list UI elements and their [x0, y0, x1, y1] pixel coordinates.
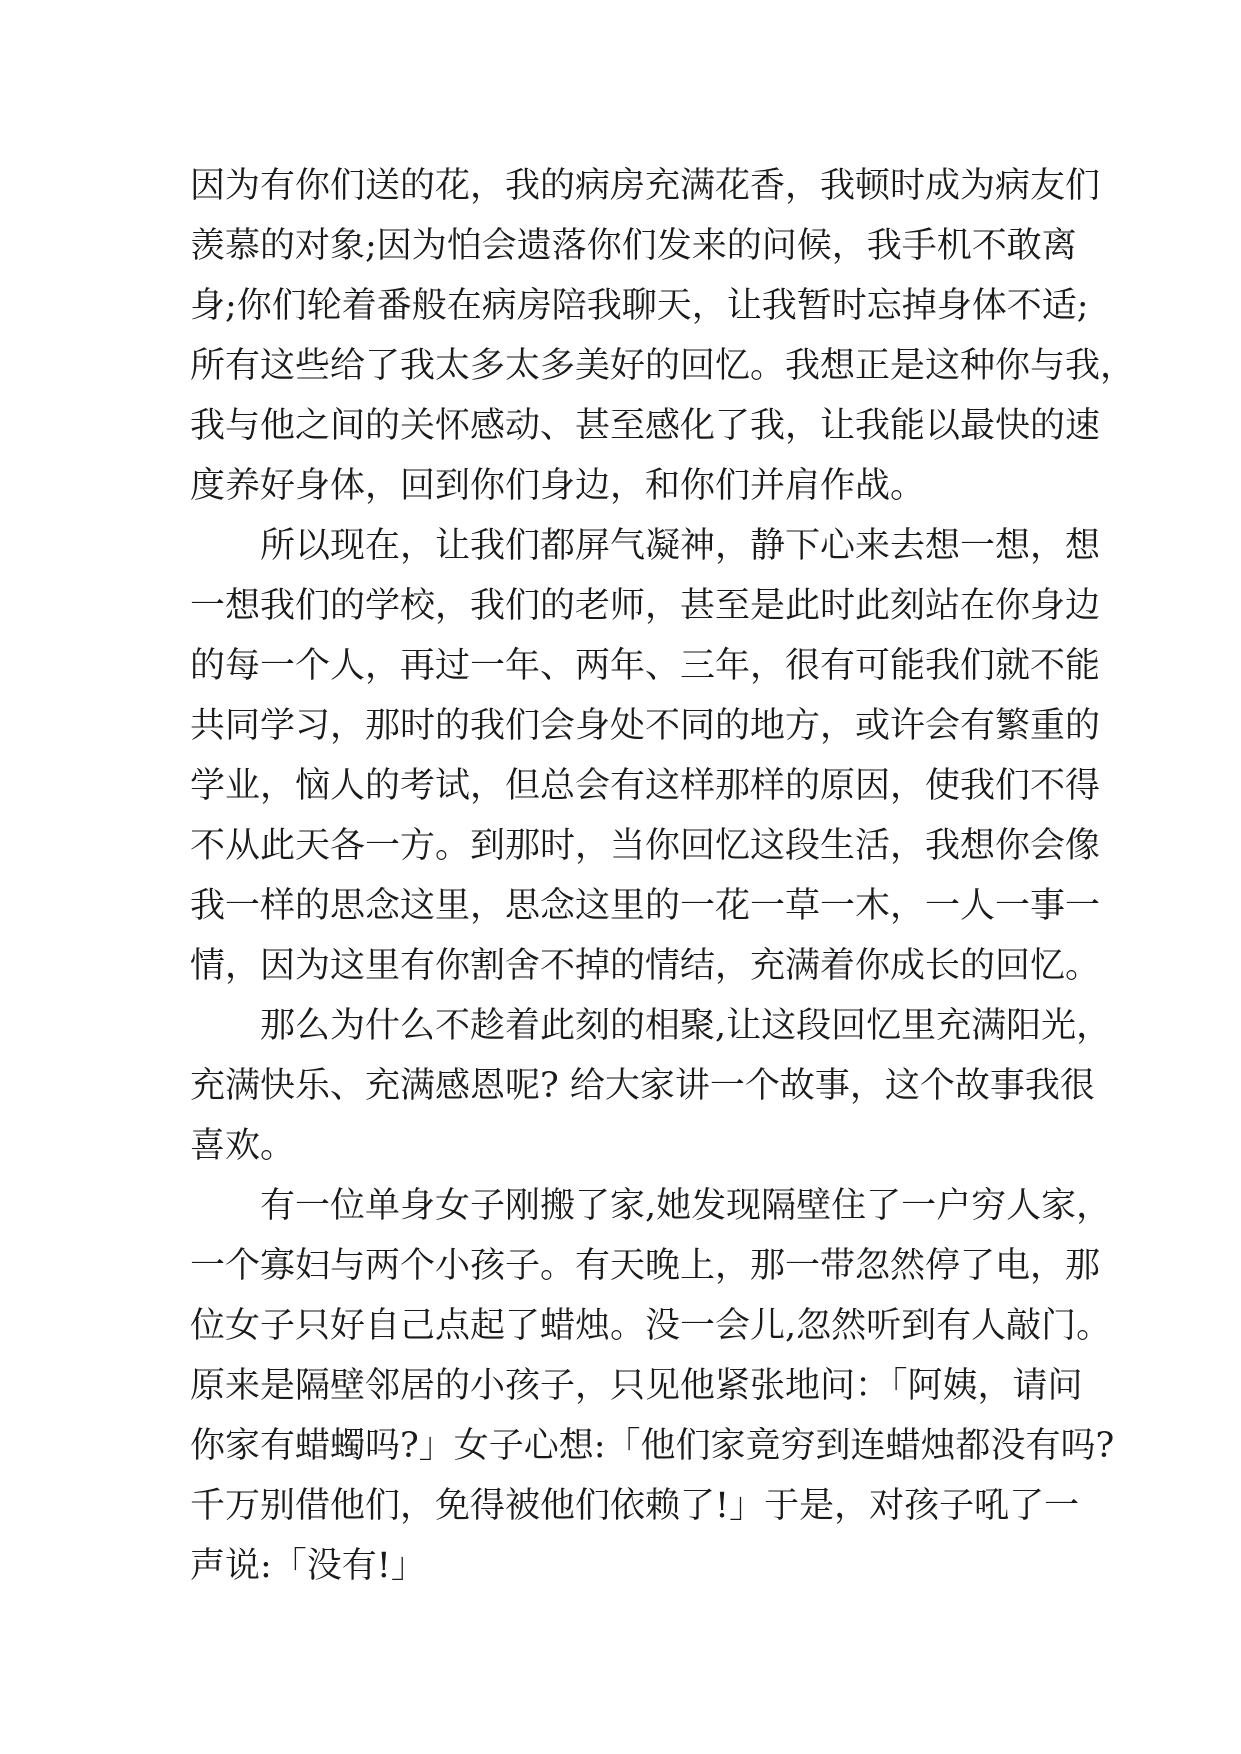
text-line: 我与他之间的关怀感动、甚至感化了我，让我能以最快的速 [190, 406, 1101, 446]
text-line: 位女子只好自己点起了蜡烛。没一会儿,忽然听到有人敲门。 [190, 1306, 1112, 1346]
text-line: 充满快乐、充满感恩呢? 给大家讲一个故事，这个故事我很 [190, 1066, 1095, 1106]
text-line: 喜欢。 [190, 1126, 296, 1166]
text-line: 所有这些给了我太多太多美好的回忆。我想正是这种你与我， [190, 346, 1136, 386]
text-line: 你家有蜡蠋吗?」女子心想:「他们家竟穷到连蜡烛都没有吗? [190, 1426, 1115, 1466]
text-line: 学业，恼人的考试，但总会有这样那样的原因，使我们不得 [190, 766, 1101, 806]
text-line: 身;你们轮着番般在病房陪我聊天，让我暂时忘掉身体不适; [190, 286, 1089, 326]
text-line: 不从此天各一方。到那时，当你回忆这段生活，我想你会像 [190, 826, 1101, 866]
text-line: 情，因为这里有你割舍不掉的情结，充满着你成长的回忆。 [190, 946, 1101, 986]
paragraph [190, 156, 1136, 516]
text-line: 羡慕的对象;因为怕会遗落你们发来的问候，我手机不敢离 [190, 226, 1077, 266]
text-line: 的每一个人，再过一年、两年、三年，很有可能我们就不能 [190, 646, 1101, 686]
text-line: 声说:「没有!」 [190, 1546, 426, 1586]
text-line: 那么为什么不趁着此刻的相聚,让这段回忆里充满阳光， [260, 1006, 1112, 1046]
text-line: 所以现在，让我们都屏气凝神，静下心来去想一想，想 [260, 526, 1101, 566]
text-line: 千万别借他们，免得被他们依赖了!」于是，对孩子吼了一 [190, 1486, 1080, 1526]
paragraph [190, 996, 1112, 1176]
paragraph [190, 516, 1101, 996]
text-line: 因为有你们送的花，我的病房充满花香，我顿时成为病友们 [190, 166, 1101, 206]
text-line: 度养好身体，回到你们身边，和你们并肩作战。 [190, 466, 926, 506]
text-line: 一个寡妇与两个小孩子。有天晚上，那一带忽然停了电，那 [190, 1246, 1101, 1286]
text-line: 有一位单身女子刚搬了家,她发现隔壁住了一户穷人家， [260, 1186, 1112, 1226]
document-body [190, 156, 1136, 1596]
text-line: 原来是隔壁邻居的小孩子，只见他紧张地问：「阿姨，请问 [190, 1366, 1083, 1406]
text-line: 一想我们的学校，我们的老师，甚至是此时此刻站在你身边 [190, 586, 1101, 626]
text-line: 我一样的思念这里，思念这里的一花一草一木，一人一事一 [190, 886, 1101, 926]
text-line: 共同学习，那时的我们会身处不同的地方，或许会有繁重的 [190, 706, 1101, 746]
paragraph [190, 1176, 1115, 1596]
